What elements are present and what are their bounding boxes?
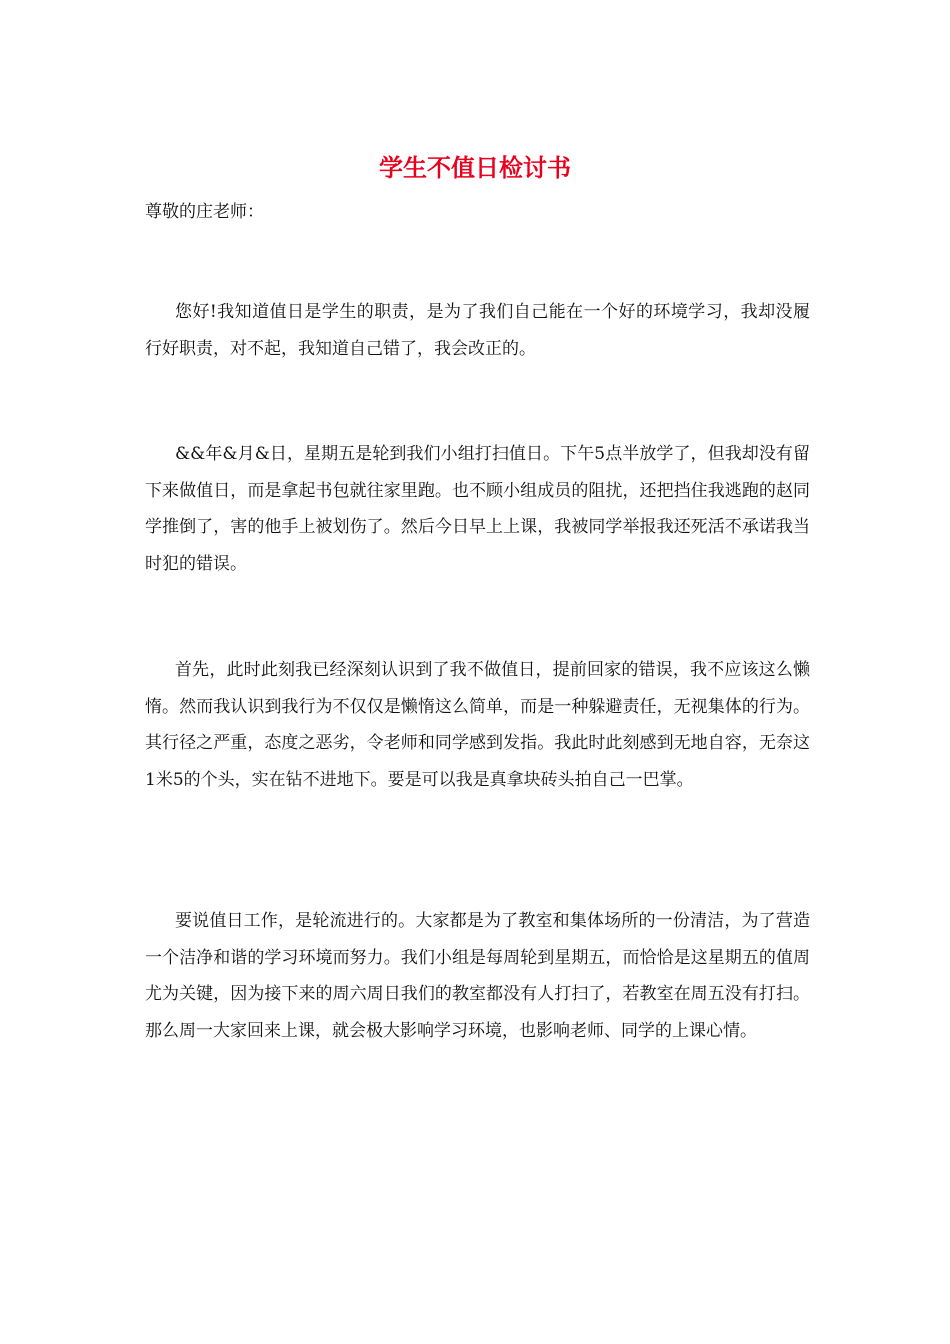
document-title: 学生不值日检讨书 <box>379 154 571 182</box>
paragraph-1: 您好!我知道值日是学生的职责，是为了我们自己能在一个好的环境学习，我却没履行好职责，对不起，我知道自己错了，我会改正的。 <box>145 302 810 359</box>
paragraph-2: &&年&月&日，星期五是轮到我们小组打扫值日。下午5点半放学了，但我却没有留下来做值日，而是拿起书包就往家里跑。也不顾小组成员的阻扰，还把挡住我逃跑的赵同学推倒了，害的他手上被划伤了。然后今日早上上课，我被同学举报我还死活不承诺我当时犯的错误。 <box>145 444 810 574</box>
paragraph-3: 首先，此时此刻我已经深刻认识到了我不做值日，提前回家的错误，我不应该这么懒惰。然而我认识到我行为不仅仅是懒惰这么简单，而是一种躲避责任，无视集体的行为。其行径之严重，态度之恶劣，令老师和同学感到发指。我此时此刻感到无地自容，无奈这1米5的个头，实在钻不进地下。要是可以我是真拿块砖头拍自己一巴掌。 <box>145 660 810 790</box>
salutation: 尊敬的庄老师： <box>145 202 264 222</box>
paragraph-4: 要说值日工作，是轮流进行的。大家都是为了教室和集体场所的一份清洁，为了营造一个洁净和谐的学习环境而努力。我们小组是每周轮到星期五，而恰恰是这星期五的值周尤为关键，因为接下来的周六周日我们的教室都没有人打扫了，若教室在周五没有打扫。那么周一大家回来上课，就会极大影响学习环境，也影响老师、同学的上课心情。 <box>145 911 810 1041</box>
